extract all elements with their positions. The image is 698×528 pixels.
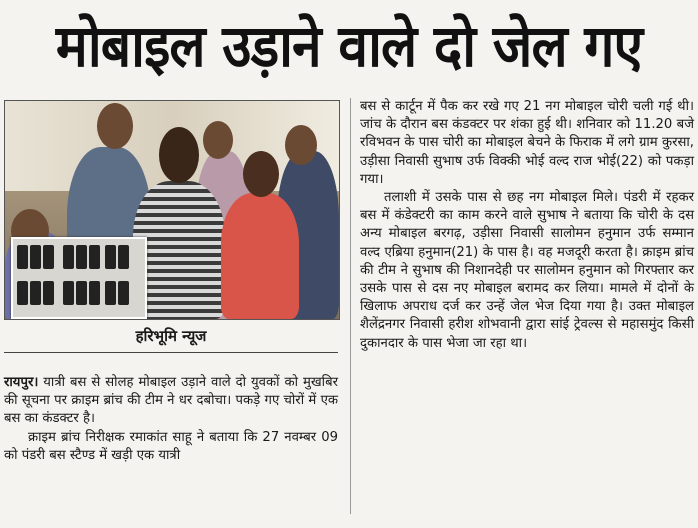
phone-thumb: [118, 281, 129, 305]
phone-thumb: [76, 281, 87, 305]
phone-thumb: [43, 281, 54, 305]
left-column: [4, 374, 338, 514]
column-divider: [350, 98, 351, 514]
phone-thumb: [43, 245, 54, 269]
phones-inset-photo: [11, 237, 147, 319]
photo-person-head: [243, 151, 279, 197]
photo-person-head: [97, 103, 133, 149]
photo-person-head: [159, 127, 199, 183]
right-paragraph-1: बस से कार्टून में पैक कर रखे गए 21 नग मोबाइल चोरी चली गई थी। जांच के दौरान बस कंडक्टर पर शंका हुई थी। शनिवार को 11.20 बजे रविभवन के पास चोरी का मोबाइल बेचने के फिराक में लगे ग्राम कुरसा, उड़ीसा निवासी सुभाष उर्फ विक्की भोई वल्द राज भोई(22) को पकड़ा गया।: [360, 99, 694, 187]
right-paragraph-2: तलाशी में उसके पास से छह नग मोबाइल मिले। पंडरी में रहकर बस में कंडेक्टरी का काम करने वाले सुभाष ने बताया कि चोरी के दस अन्य मोबाइल बरगढ़, उड़ीसा निवासी सालोमन हनुमान उर्फ सम्मान वल्द एब्रिया हनुमान(21) के पास है। वह मजदूरी करता है। क्राइम ब्रांच की टीम ने सुभाष की निशानदेही पर सालोमन हनुमान को गिरफ्तार कर उसके पास से दस नए मोबाइल बरामद कर लिया। मामले में दोनों के खिलाफ अपराध दर्ज कर उन्हें जेल भेज दिया गया है। उक्त मोबाइल शैलेंद्रनगर निवासी हरीश शोभवानी द्वारा सांई ट्रेवल्स से महासमुंद किसी दुकानदार के पास भेजा जा रहा था।: [360, 190, 694, 351]
phone-thumb: [17, 245, 28, 269]
phone-thumb: [17, 281, 28, 305]
caption-divider: [4, 352, 338, 353]
phone-thumb: [105, 281, 116, 305]
phone-thumb: [118, 245, 129, 269]
phone-thumb: [105, 245, 116, 269]
photo-person-head: [203, 121, 233, 159]
news-photo: [4, 100, 340, 320]
photo-accused-red-shirt: [221, 193, 299, 319]
phone-thumb: [76, 245, 87, 269]
photo-person-head: [285, 125, 317, 165]
right-column: [360, 98, 694, 514]
phone-thumb: [89, 281, 100, 305]
photo-caption: हरिभूमि न्यूज: [135, 327, 207, 345]
phone-thumb: [63, 281, 74, 305]
left-paragraph-1: यात्री बस से सोलह मोबाइल उड़ाने वाले दो युवकों को मुखबिर की सूचना पर क्राइम ब्रांच की टीम ने धर दबोचा। पकड़े गए चोरों में एक बस का कंडक्टर है।: [4, 375, 338, 427]
phone-thumb: [30, 281, 41, 305]
dateline: रायपुर।: [4, 375, 39, 390]
phone-thumb: [89, 245, 100, 269]
phone-thumb: [30, 245, 41, 269]
left-paragraph-2: क्राइम ब्रांच निरीक्षक रमाकांत साहू ने बताया कि 27 नवम्बर 09 को पंडरी बस स्टैण्ड में खड़ी एक यात्री: [4, 429, 338, 463]
phone-thumb: [63, 245, 74, 269]
headline: मोबाइल उड़ाने वाले दो जेल गए: [55, 12, 643, 80]
